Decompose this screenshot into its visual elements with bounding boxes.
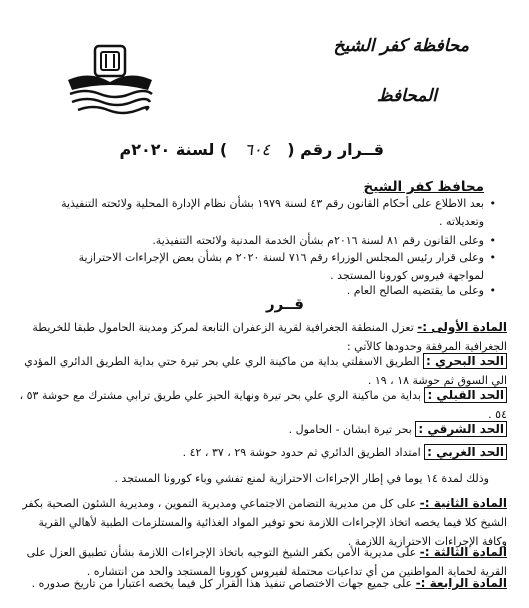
north-boundary-label: الحد البحري : xyxy=(423,353,507,369)
north-boundary xyxy=(17,352,507,390)
decision-number: ٦٠٤ xyxy=(244,140,271,159)
issuer-heading: محافظ كفر الشيخ xyxy=(363,179,484,195)
recital-item: • وعلى قرار رئيس المجلس الوزراء رقم ٧١٦ لسنة ٢٠٢٠ م بشأن بعض الإجراءات الاحترازية لمواجهة فيروس كورونا المستجد . xyxy=(44,249,484,285)
decided-heading: قــرر xyxy=(265,295,304,313)
article-3-text: على مديرية الأمن بكفر الشيخ التوجيه باتخاذ الإجراءات اللازمة بشأن تطبيق العزل على القرية لحماية المواطنين من أي تداعيات محتملة لفيروس كورونا المستجد والحد من انتشاره . xyxy=(26,546,507,578)
recital-item: • وعلى القانون رقم ٨١ لسنة ٢٠١٦م بشأن الخدمة المدنية ولائحته التنفيذية. xyxy=(44,232,484,250)
article-4 xyxy=(17,574,507,593)
governorate-heading: محافظة كفر الشيخ xyxy=(333,36,469,56)
article-4-text: على جميع جهات الاختصاص تنفيذ هذا القرار كل فيما يخصه اعتبارا من تاريخ صدوره . xyxy=(31,577,413,590)
governor-heading: المحافظ xyxy=(376,86,437,106)
decision-title-suffix: ) لسنة ٢٠٢٠م xyxy=(119,140,228,159)
south-boundary xyxy=(17,386,507,424)
recital-item: • بعد الاطلاع على أحكام القانون رقم ٤٣ لسنة ١٩٧٩ بشأن نظام الإدارة المحلية ولائحته التنفيذية وتعديلاته . xyxy=(44,195,484,231)
decision-title xyxy=(119,140,384,159)
east-boundary-label: الحد الشرقي : xyxy=(415,421,507,437)
west-boundary-text: امتداد الطريق الدائري ثم حدود حوشة ٢٩ ، ٣٧ ، ٤٢ . xyxy=(182,446,421,459)
east-boundary xyxy=(17,420,507,439)
governorate-emblem-icon xyxy=(60,40,160,120)
west-boundary xyxy=(17,443,507,462)
article-1-text: تعزل المنطقة الجغرافية لقرية الزعفران التابعة لمركز ومدينة الحامول طبقا للخريطة الجغرافية المرفقة وحدودها كالآتي : xyxy=(32,321,507,353)
article-2-label: المادة الثانية :- xyxy=(419,496,507,510)
article-1 xyxy=(17,318,507,356)
north-boundary-text: الطريق الاسفلتي بداية من ماكينة الري علي بحر تيرة حتي بداية الطريق الدائري المؤدي الي السوق ثم حوشة ١٨ ، ١٩ . xyxy=(24,355,507,387)
article-3-label: المادة الثالثة :- xyxy=(419,545,507,559)
article-4-label: المادة الرابعة :- xyxy=(415,576,507,590)
south-boundary-text: بداية من ماكينة الري علي بحر تيرة ونهاية الحيز علي طريق ترابي مشترك مع حوشة ٥٣ ، ٥٤ . xyxy=(19,389,507,421)
article-2-text: على كل من مديرية التضامن الاجتماعي ومديرية التموين ، ومديرية الشئون الصحية بكفر الشيخ كلا فيما يخصه اتخاذ الإجراءات اللازمة نحو توفير المواد الغذائية والمستلزمات الطبية لأهالي القرية وكافة الإجراءات الاحترازية اللازمة . xyxy=(22,497,507,548)
west-boundary-label: الحد الغربي : xyxy=(424,444,507,460)
south-boundary-label: الحد القبلي : xyxy=(424,387,507,403)
decision-title-prefix: قــرار رقم ( xyxy=(287,140,384,159)
article-1-label: المادة الأولى :- xyxy=(417,320,507,334)
duration-note: وذلك لمدة ١٤ يوما في إطار الإجراءات الاحترازية لمنع تفشي وباء كورونا المستجد . xyxy=(114,472,489,485)
recital-item: • وعلى ما يقتضيه الصالح العام . xyxy=(44,282,484,300)
east-boundary-text: بحر تيرة ابشان - الحامول . xyxy=(288,423,412,436)
